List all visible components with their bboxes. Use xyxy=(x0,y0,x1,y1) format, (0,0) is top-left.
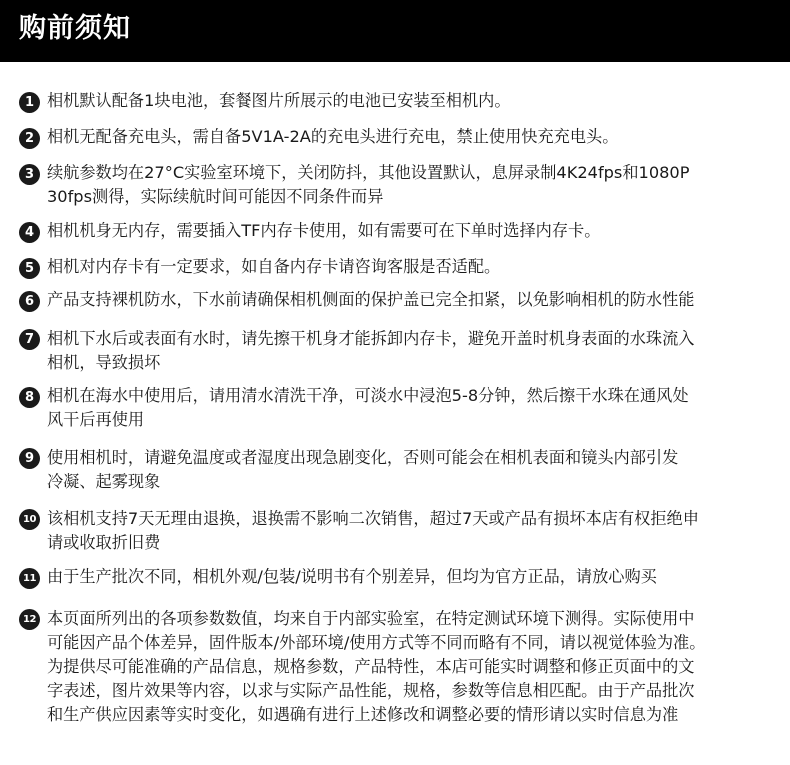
number-badge: 3 xyxy=(19,164,40,185)
note-text: 相机下水后或表面有水时，请先擦干机身才能拆卸内存卡，避免开盖时机身表面的水珠流入 相机，导致损坏 xyxy=(47,329,695,372)
note-text: 相机默认配备1块电池，套餐图片所展示的电池已安装至相机内。 xyxy=(47,91,511,110)
note-text: 使用相机时，请避免温度或者湿度出现急剧变化，否则可能会在相机表面和镜头内部引发 冷凝、起雾现象 xyxy=(47,448,679,491)
note-text: 由于生产批次不同，相机外观/包装/说明书有个别差异，但均为官方正品，请放心购买 xyxy=(47,567,657,586)
note-text: 续航参数均在27°C实验室环境下，关闭防抖，其他设置默认，息屏录制4K24fps和1080P 30fps测得，实际续航时间可能因不同条件而异 xyxy=(47,163,690,206)
number-badge: 7 xyxy=(19,329,40,350)
note-text: 相机机身无内存，需要插入TF内存卡使用，如有需要可在下单时选择内存卡。 xyxy=(47,221,601,240)
number-badge: 11 xyxy=(19,568,40,589)
number-badge: 10 xyxy=(19,509,40,530)
number-badge: 4 xyxy=(19,222,40,243)
note-text: 相机无配备充电头，需自备5V1A-2A的充电头进行充电，禁止使用快充充电头。 xyxy=(47,127,619,146)
note-text: 本页面所列出的各项参数数值，均来自于内部实验室，在特定测试环境下测得。实际使用中 可能因产品个体差异，固件版本/外部环境/使用方式等不同而略有不同，请以视觉体验为准。 为提供尽可能准确的产品信息，规格参数，产品特性，本店可能实时调整和修正页面中的文 字表述，图片效果等内容，以求与实际产品性能，规格，参数等信息相匹配。由于产品批次 和生产供应因素等实时变化，如遇确有进行上述修改和调整必要的情形请以实时信息为准 xyxy=(47,609,706,724)
note-text: 该相机支持7天无理由退换，退换需不影响二次销售，超过7天或产品有损坏本店有权拒绝申 请或收取折旧费 xyxy=(47,509,699,552)
number-badge: 8 xyxy=(19,387,40,408)
number-badge: 2 xyxy=(19,128,40,149)
number-badge: 1 xyxy=(19,92,40,113)
note-text: 相机在海水中使用后，请用清水清洗干净，可淡水中浸泡5-8分钟，然后擦干水珠在通风处 风干后再使用 xyxy=(47,386,689,429)
number-badge: 5 xyxy=(19,258,40,279)
page-title: 购前须知 xyxy=(19,13,131,44)
header-bar xyxy=(0,0,790,62)
note-text: 相机对内存卡有一定要求，如自备内存卡请咨询客服是否适配。 xyxy=(47,257,501,276)
number-badge: 6 xyxy=(19,291,40,312)
number-badge: 12 xyxy=(19,609,40,630)
number-badge: 9 xyxy=(19,448,40,469)
note-text: 产品支持裸机防水，下水前请确保相机侧面的保护盖已完全扣紧，以免影响相机的防水性能 xyxy=(47,290,695,309)
